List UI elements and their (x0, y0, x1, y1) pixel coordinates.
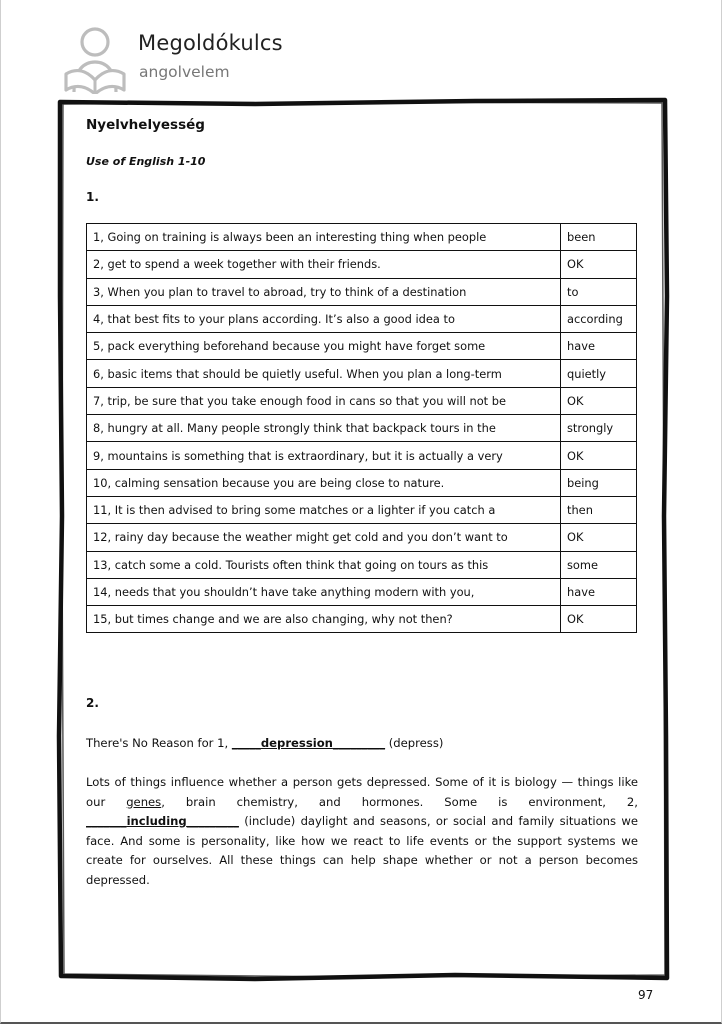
answer-cell: OK (561, 251, 637, 278)
table-row (87, 524, 637, 551)
passage-text-a: Lots of things influence whether a person gets depressed. Some of it is biology — things like our (86, 775, 638, 809)
table-row (87, 442, 637, 469)
sentence-cell: 14, needs that you shouldn’t have take anything modern with you, (87, 578, 561, 605)
table-row (87, 469, 637, 496)
brand-title: Megoldókulcs (138, 31, 283, 55)
header (62, 22, 362, 97)
table-row (87, 606, 637, 633)
table-row (87, 496, 637, 523)
table-row (87, 551, 637, 578)
genes-link[interactable]: genes (126, 794, 162, 809)
table-row (87, 278, 637, 305)
answer-cell: being (561, 469, 637, 496)
passage-text-b: , brain chemistry, and hormones. Some is environment, 2, (161, 794, 638, 809)
table-row (87, 360, 637, 387)
sentence-cell: 1, Going on training is always been an interesting thing when people (87, 224, 561, 251)
answer-cell: to (561, 278, 637, 305)
table-row (87, 415, 637, 442)
sentence-cell: 13, catch some a cold. Tourists often think that going on tours as this (87, 551, 561, 578)
sentence-cell: 7, trip, be sure that you take enough food in cans so that you will not be (87, 387, 561, 414)
blank-2 (86, 814, 239, 828)
sentence-cell: 5, pack everything beforehand because you might have forget some (87, 333, 561, 360)
brand-subtitle: angolvelem (139, 63, 230, 81)
table-row (87, 224, 637, 251)
table-row (87, 305, 637, 332)
blank-2-post: _________ (186, 814, 239, 829)
part2-label: 2. (86, 696, 99, 710)
blank-1-post: _________ (332, 736, 386, 750)
sentence-cell: 11, It is then advised to bring some matches or a lighter if you catch a (87, 496, 561, 523)
answer-cell: OK (561, 606, 637, 633)
answer-cell: according (561, 305, 637, 332)
table-row (87, 333, 637, 360)
reading-person-icon (62, 22, 128, 94)
sentence-cell: 6, basic items that should be quietly useful. When you plan a long-term (87, 360, 561, 387)
blank-1-answer: depression (260, 736, 333, 750)
table-row (87, 578, 637, 605)
answer-cell: strongly (561, 415, 637, 442)
page-number: 97 (638, 988, 654, 1002)
title-line (86, 736, 443, 750)
sentence-cell: 2, get to spend a week together with their friends. (87, 251, 561, 278)
passage-text-c: (include) daylight and seasons, or social and family situations we face. And some is personality, like how we react to life events or the support systems we create for ourselves. All these things can help shape whether or not a person becomes depressed. (86, 814, 638, 887)
passage-paragraph (86, 773, 638, 891)
sentence-cell: 12, rainy day because the weather might get cold and you don’t want to (87, 524, 561, 551)
blank-2-pre: _______ (86, 814, 127, 829)
sentence-cell: 8, hungry at all. Many people strongly think that backpack tours in the (87, 415, 561, 442)
answer-cell: some (561, 551, 637, 578)
sentence-cell: 15, but times change and we are also changing, why not then? (87, 606, 561, 633)
answer-cell: have (561, 578, 637, 605)
sentence-cell: 3, When you plan to travel to abroad, try to think of a destination (87, 278, 561, 305)
answer-cell: OK (561, 442, 637, 469)
blank-1-pre: _____ (231, 736, 261, 750)
blank-1 (232, 736, 385, 750)
section-title: Nyelvhelyesség (86, 117, 205, 133)
answer-table (86, 223, 637, 633)
sentence-cell: 9, mountains is something that is extraordinary, but it is actually a very (87, 442, 561, 469)
blank-2-answer: including (126, 814, 187, 829)
table-row (87, 387, 637, 414)
answer-cell: then (561, 496, 637, 523)
answer-cell: been (561, 224, 637, 251)
table-row (87, 251, 637, 278)
title-line-prefix: There's No Reason for 1, (86, 736, 232, 750)
answer-cell: OK (561, 524, 637, 551)
sentence-cell: 10, calming sensation because you are being close to nature. (87, 469, 561, 496)
section-subtitle: Use of English 1-10 (86, 155, 206, 168)
answer-cell: OK (561, 387, 637, 414)
answer-cell: quietly (561, 360, 637, 387)
part1-label: 1. (86, 190, 99, 204)
title-line-suffix: (depress) (385, 736, 444, 750)
sentence-cell: 4, that best fits to your plans according. It’s also a good idea to (87, 305, 561, 332)
answer-cell: have (561, 333, 637, 360)
